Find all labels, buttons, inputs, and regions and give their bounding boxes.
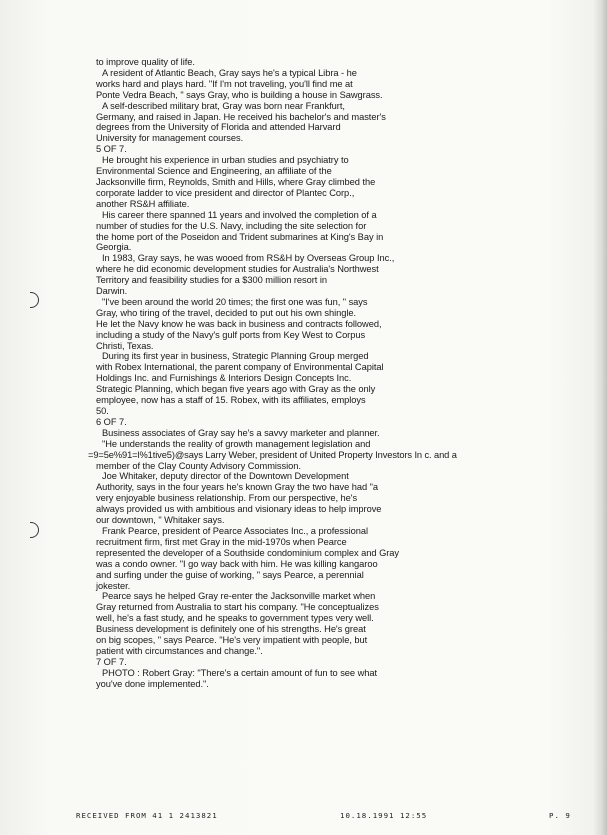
- text-line: Business associates of Gray say he's a savvy marketer and planner.: [102, 427, 380, 438]
- text-line: employee, now has a staff of 15. Robex, with its affiliates, employs: [96, 395, 366, 406]
- text-line: Gray, who tiring of the travel, decided to put out his own shingle.: [96, 307, 357, 318]
- fax-footer: [0, 811, 607, 823]
- text-line: He let the Navy know he was back in business and contracts followed,: [96, 318, 382, 329]
- text-line: degrees from the University of Florida and attended Harvard: [96, 122, 341, 133]
- text-line: was a condo owner. "I go way back with him. He was killing kangaroo: [96, 558, 378, 569]
- text-line: "He understands the reality of growth management legislation and: [102, 438, 371, 449]
- text-line: Ponte Vedra Beach, " says Gray, who is building a house in Sawgrass.: [96, 89, 383, 100]
- text-line: Darwin.: [96, 286, 128, 297]
- photo-caption: PHOTO : Robert Gray: "There's a certain amount of fun to see what: [102, 667, 378, 678]
- text-line: including a study of the Navy's gulf ports from Key West to Corpus: [96, 329, 366, 340]
- text-line: very enjoyable business relationship. From our perspective, he's: [96, 493, 358, 504]
- text-line: and surfing under the guise of working, " says Pearce, a perennial: [96, 569, 364, 580]
- text-line: Pearce says he helped Gray re-enter the Jacksonville market when: [102, 591, 376, 602]
- text-line: another RS&H affiliate.: [96, 198, 190, 209]
- fax-timestamp: 10.18.1991 12:55: [340, 811, 428, 820]
- text-line: Territory and feasibility studies for a $300 million resort in: [96, 275, 327, 286]
- text-line: Frank Pearce, president of Pearce Associates Inc., a professional: [102, 525, 368, 536]
- text-line: number of studies for the U.S. Navy, including the site selection for: [96, 220, 367, 231]
- text-line: recruitment firm, first met Gray in the mid-1970s when Pearce: [96, 536, 347, 547]
- fax-page-number: P. 9: [549, 811, 571, 820]
- article-body: [88, 57, 491, 690]
- text-line: with Robex International, the parent company of Environmental Capital: [96, 362, 384, 373]
- text-line: Environmental Science and Engineering, an affiliate of the: [96, 166, 332, 177]
- text-line: corporate ladder to vice president and director of Plantec Corp.,: [96, 187, 355, 198]
- text-line: Jacksonville firm, Reynolds, Smith and Hills, where Gray climbed the: [96, 176, 376, 187]
- text-line: Germany, and raised in Japan. He received his bachelor's and master's: [96, 111, 386, 122]
- fax-received-from: RECEIVED FROM 41 1 2413821: [76, 811, 218, 820]
- text-line: Georgia.: [96, 242, 132, 253]
- text-line: the home port of the Poseidon and Trident submarines at King's Bay in: [96, 231, 384, 242]
- text-line: A resident of Atlantic Beach, Gray says he's a typical Libra - he: [102, 67, 357, 78]
- binder-hole-top: [30, 292, 39, 308]
- page-edge-shadow: [593, 0, 607, 835]
- section-marker: 6 OF 7.: [96, 416, 127, 427]
- text-line: Strategic Planning, which began five years ago with Gray as the only: [96, 384, 376, 395]
- text-line: always provided us with ambitious and visionary ideas to help improve: [96, 504, 382, 515]
- text-line: where he did economic development studies for Australia's Northwest: [96, 264, 379, 275]
- binder-hole-bottom: [30, 522, 39, 538]
- text-line: He brought his experience in urban studies and psychiatry to: [102, 155, 349, 166]
- text-line: Holdings Inc. and Furnishings & Interiors Design Concepts Inc.: [96, 373, 352, 384]
- text-line: Business development is definitely one of his strengths. He's great: [96, 624, 366, 635]
- text-line: =9=5e%91=l%1tive5)@says Larry Weber, president of United Property Investors In c. and a: [88, 449, 457, 460]
- text-line: "I've been around the world 20 times; the first one was fun, " says: [102, 296, 368, 307]
- text-line: Authority, says in the four years he's known Gray the two have had "a: [96, 482, 379, 493]
- photo-caption: you've done implemented.".: [96, 678, 209, 689]
- text-line: Joe Whitaker, deputy director of the Downtown Development: [102, 471, 349, 482]
- text-line: 50.: [96, 406, 109, 416]
- text-line: member of the Clay County Advisory Commission.: [96, 460, 301, 471]
- text-line: our downtown, " Whitaker says.: [96, 515, 225, 526]
- text-line: A self-described military brat, Gray was born near Frankfurt,: [102, 100, 345, 111]
- text-line: represented the developer of a Southside condominium complex and Gray: [96, 547, 400, 558]
- text-line: works hard and plays hard. "If I'm not traveling, you'll find me at: [96, 78, 353, 89]
- text-line: University for management courses.: [96, 133, 244, 144]
- text-line: on big scopes, " says Pearce. "He's very impatient with people, but: [96, 635, 368, 646]
- text-line: patient with circumstances and change.".: [96, 645, 263, 656]
- text-line: During its first year in business, Strategic Planning Group merged: [102, 351, 369, 362]
- text-line: His career there spanned 11 years and involved the completion of a: [102, 209, 377, 220]
- text-line: to improve quality of life.: [96, 57, 195, 67]
- text-line: Gray returned from Australia to start his company. "He conceptualizes: [96, 602, 379, 613]
- text-line: Christi, Texas.: [96, 340, 154, 351]
- section-marker: 5 OF 7.: [96, 144, 127, 155]
- text-line: In 1983, Gray says, he was wooed from RS&H by Overseas Group Inc.,: [102, 253, 395, 264]
- text-line: jokester.: [96, 580, 131, 591]
- text-line: well, he's a fast study, and he speaks to government types very well.: [96, 613, 374, 624]
- section-marker: 7 OF 7.: [96, 656, 127, 667]
